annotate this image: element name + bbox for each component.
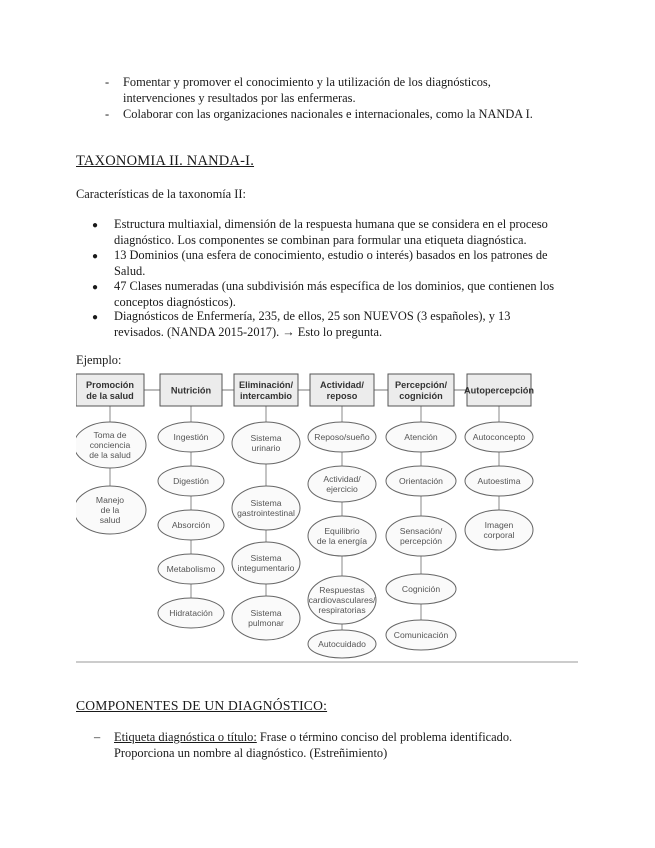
bullet-4-line-2: revisados. (NANDA 2015-2017). → Esto lo pregunta. xyxy=(114,325,383,339)
intro-item-1-line-2: intervenciones y resultados por las enfermeras. xyxy=(123,91,356,105)
class-node-label: Actividad/ xyxy=(323,474,361,484)
dash-marker: - xyxy=(105,107,110,121)
section-subtitle: Características de la taxonomía II: xyxy=(76,187,246,201)
class-node-label: ejercicio xyxy=(326,484,358,494)
component-definition: Frase o término conciso del problema identificado. xyxy=(256,730,513,744)
component-item-line-2: Proporciona un nombre al diagnóstico. (Estreñimiento) xyxy=(114,746,388,760)
class-node-label: Equilibrio xyxy=(324,526,360,536)
class-node-label: Ingestión xyxy=(173,432,209,442)
intro-item-2-line-1: Colaborar con las organizaciones nacionales e internacionales, como la NANDA I. xyxy=(123,107,533,121)
domain-header-label: intercambio xyxy=(239,391,293,401)
domain-header-box xyxy=(76,374,144,406)
dash-marker: – xyxy=(94,730,101,744)
class-node-label: Comunicación xyxy=(393,630,449,640)
class-node-label: pulmonar xyxy=(248,618,284,628)
example-label: Ejemplo: xyxy=(76,353,122,367)
domain-header-label: cognición xyxy=(399,391,443,401)
domain-header-box xyxy=(388,374,454,406)
class-node-label: corporal xyxy=(483,530,515,540)
class-node-label: percepción xyxy=(399,536,443,546)
section-title-taxonomia: TAXONOMIA II. NANDA-I. xyxy=(76,153,255,169)
class-node-label: Sensación/ xyxy=(399,526,443,536)
class-node-label: Autoestima xyxy=(477,476,521,486)
class-node-label: Sistema xyxy=(250,608,282,618)
bullet-icon: ● xyxy=(92,220,99,231)
class-node-label: de la xyxy=(100,505,120,515)
domain-header-label: de la salud xyxy=(86,391,134,401)
domain-header-label: Actividad/ xyxy=(320,380,364,390)
class-node-label: Sistema xyxy=(250,553,282,563)
class-node-label: Respuestas xyxy=(319,585,365,595)
class-node-label: urinario xyxy=(251,443,281,453)
domain-header-label: reposo xyxy=(326,391,358,401)
class-node-label: conciencia xyxy=(89,440,131,450)
intro-item-1-line-1: Fomentar y promover el conocimiento y la utilización de los diagnósticos, xyxy=(123,75,491,89)
class-node-label: salud xyxy=(99,515,121,525)
bullet-3-line-2: conceptos diagnósticos). xyxy=(114,295,236,309)
class-node-label: de la salud xyxy=(89,450,131,460)
bullet-2-line-1: 13 Dominios (una esfera de conocimiento, estudio o interés) basados en los patrones de xyxy=(114,248,548,262)
domain-header-box xyxy=(234,374,298,406)
class-node-label: Sistema xyxy=(250,498,282,508)
class-node-label: Manejo xyxy=(95,495,125,505)
bullet-2-line-2: Salud. xyxy=(114,264,146,278)
bullet-icon: ● xyxy=(92,282,99,293)
class-node-label: de la energía xyxy=(316,536,368,546)
class-node-label: Absorción xyxy=(171,520,211,530)
bullet-1-line-1: Estructura multiaxial, dimensión de la respuesta humana que se considera en el proceso xyxy=(114,217,548,231)
domain-header-label: Autopercepción xyxy=(464,385,534,396)
domain-header-label: Eliminación/ xyxy=(238,380,294,390)
domain-header-label: Promoción xyxy=(86,380,134,390)
bullet-3-line-1: 47 Clases numeradas (una subdivisión más específica de los dominios, que contienen los xyxy=(114,279,555,293)
class-node-label: Digestión xyxy=(173,476,209,486)
component-term: Etiqueta diagnóstica o título: xyxy=(114,730,257,744)
taxonomy-diagram xyxy=(76,368,578,664)
section-title-componentes: COMPONENTES DE UN DIAGNÓSTICO: xyxy=(76,698,328,713)
class-node-label: gastrointestinal xyxy=(237,508,295,518)
class-node-label: cardiovasculares/ xyxy=(308,595,376,605)
class-node-label: Hidratación xyxy=(169,608,213,618)
class-node-label: integumentario xyxy=(237,563,295,573)
class-node-label: Cognición xyxy=(401,584,441,594)
dash-marker: - xyxy=(105,75,110,89)
domain-header-label: Nutrición xyxy=(170,385,212,396)
bullet-icon: ● xyxy=(92,251,99,262)
class-node-label: Atención xyxy=(404,432,438,442)
component-item-line-1 xyxy=(114,730,512,746)
class-node-label: Autocuidado xyxy=(318,639,366,649)
class-node-label: Reposo/sueño xyxy=(314,432,370,442)
bullet-1-line-2: diagnóstico. Los componentes se combinan para formular una etiqueta diagnóstica. xyxy=(114,233,527,247)
bullet-4-line-1: Diagnósticos de Enfermería, 235, de ellos, 25 son NUEVOS (3 españoles), y 13 xyxy=(114,309,511,323)
bullet-icon: ● xyxy=(92,312,99,323)
class-node-label: Orientación xyxy=(399,476,443,486)
class-node-label: respiratorias xyxy=(318,605,366,615)
class-node-label: Imagen xyxy=(484,520,514,530)
domain-header-label: Percepción/ xyxy=(394,380,448,390)
class-node-label: Metabolismo xyxy=(166,564,216,574)
domain-header-box xyxy=(310,374,374,406)
class-node-label: Sistema xyxy=(250,433,282,443)
class-node-label: Toma de xyxy=(93,430,127,440)
class-node-label: Autoconcepto xyxy=(472,432,526,442)
